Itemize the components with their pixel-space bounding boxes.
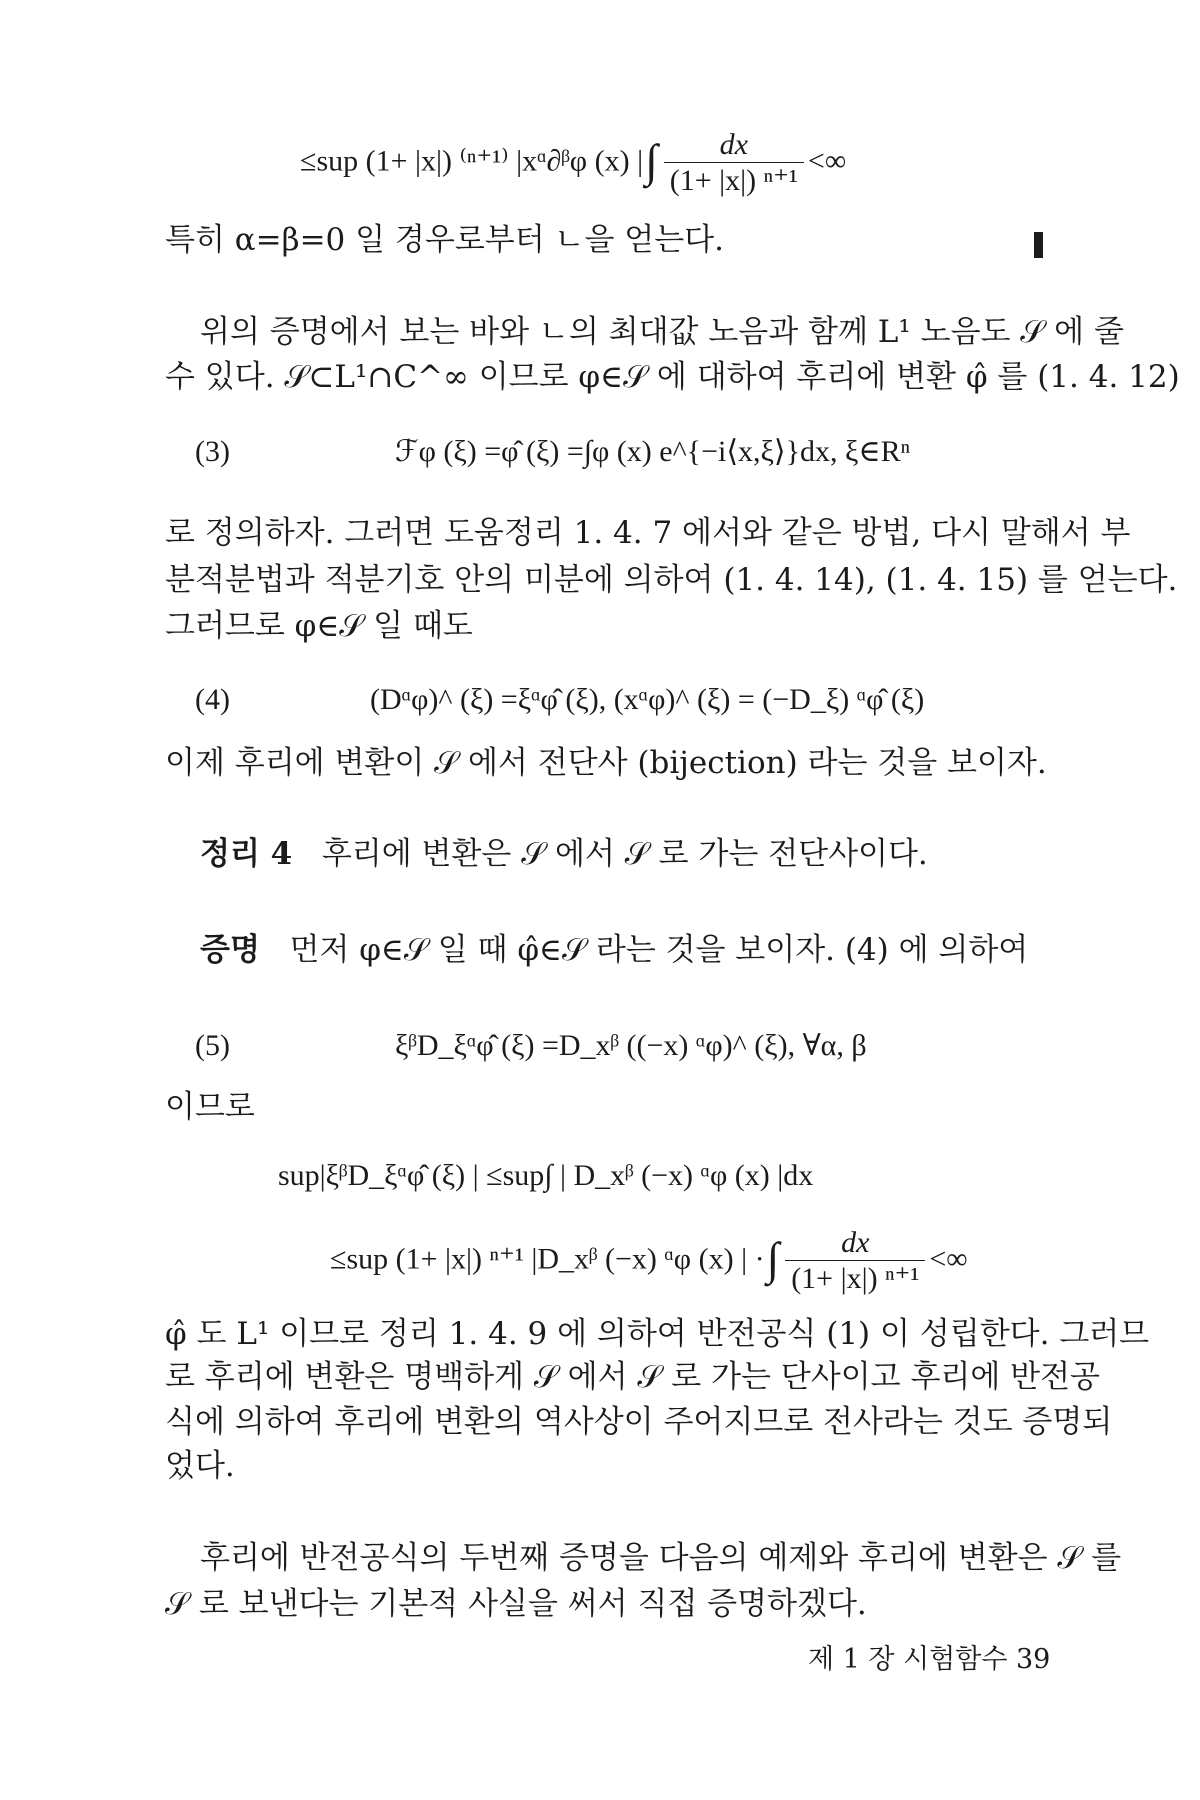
- equation-5: ξᵝD_ξᵅφ̂ (ξ) =D_xᵝ ((−x) ᵅφ)^ (ξ), ∀α, β: [395, 1029, 867, 1062]
- equation-top: [300, 128, 846, 199]
- fraction-denominator: (1+ |x|) ⁿ⁺¹: [664, 162, 804, 199]
- paragraph-line: 로 후리에 변환은 명백하게 𝒮 에서 𝒮 로 가는 단사이고 후리에 반전공: [165, 1359, 1100, 1395]
- equation-top-body: ≤sup (1+ |x|) ⁽ⁿ⁺¹⁾ |xᵅ∂ᵝφ (x) |: [300, 144, 644, 178]
- equation-top-tail: <∞: [807, 144, 847, 178]
- paragraph-line: 그러므로 φ∈𝒮 일 때도: [165, 608, 473, 644]
- fraction: [664, 128, 804, 199]
- equation-7-tail: <∞: [929, 1242, 968, 1276]
- qed-mark: [1034, 232, 1043, 258]
- equation-3: ℱφ (ξ) =φ̂ (ξ) =∫φ (x) e^{−i⟨x,ξ⟩}dx, ξ∈Rⁿ: [395, 435, 911, 468]
- equation-number: (3): [195, 435, 230, 468]
- fraction: [785, 1226, 925, 1297]
- integral-sign: ∫: [645, 135, 658, 187]
- equation-number: (5): [195, 1029, 230, 1062]
- equation-number: (4): [195, 683, 230, 716]
- paragraph-line: 위의 증명에서 보는 바와 ㄴ의 최대값 노음과 함께 L¹ 노음도 𝒮 에 줄: [200, 314, 1124, 350]
- paragraph-line: φ̂ 도 L¹ 이므로 정리 1. 4. 9 에 의하여 반전공식 (1) 이 성립한다. 그러므: [165, 1316, 1150, 1352]
- paragraph-line: 𝒮 로 보낸다는 기본적 사실을 써서 직접 증명하겠다.: [165, 1586, 867, 1622]
- text-line: 이므로: [165, 1089, 255, 1125]
- page-footer: 제 1 장 시험함수 39: [808, 1644, 1051, 1675]
- paragraph-line: 수 있다. 𝒮⊂L¹∩C^∞ 이므로 φ∈𝒮 에 대하여 후리에 변환 φ̂ 를 (1. 4. 12): [165, 359, 1180, 395]
- proof: [200, 930, 1110, 970]
- paragraph-line: 로 정의하자. 그러면 도움정리 1. 4. 7 에서와 같은 방법, 다시 말해서 부: [165, 515, 1131, 551]
- equation-6: sup|ξᵝD_ξᵅφ̂ (ξ) | ≤sup∫ | D_xᵝ (−x) ᵅφ (x) |dx: [278, 1159, 814, 1192]
- proof-text: 먼저 φ∈𝒮 일 때 φ̂∈𝒮 라는 것을 보이자. (4) 에 의하여: [289, 932, 1029, 968]
- paragraph-line: 후리에 반전공식의 두번째 증명을 다음의 예제와 후리에 변환은 𝒮 를: [200, 1540, 1122, 1576]
- fraction-numerator: dx: [841, 1226, 870, 1259]
- equation-7: [330, 1226, 968, 1297]
- theorem: [200, 834, 1110, 874]
- integral-sign: ∫: [766, 1233, 780, 1285]
- fraction-numerator: dx: [719, 128, 748, 161]
- proof-label: 증명: [200, 932, 260, 968]
- equation-7-body: ≤sup (1+ |x|) ⁿ⁺¹ |D_xᵝ (−x) ᵅφ (x) | ·: [330, 1242, 765, 1276]
- paragraph-line: 었다.: [165, 1448, 235, 1484]
- text-line: 이제 후리에 변환이 𝒮 에서 전단사 (bijection) 라는 것을 보이자.: [165, 745, 1047, 781]
- theorem-text: 후리에 변환은 𝒮 에서 𝒮 로 가는 전단사이다.: [321, 836, 928, 872]
- paragraph-line: 식에 의하여 후리에 변환의 역사상이 주어지므로 전사라는 것도 증명되: [165, 1404, 1113, 1440]
- equation-4: (Dᵅφ)^ (ξ) =ξᵅφ̂ (ξ), (xᵅφ)^ (ξ) = (−D_ξ) ᵅφ̂ (ξ): [370, 683, 925, 716]
- text-line: 특히 α=β=0 일 경우로부터 ㄴ을 얻는다.: [165, 222, 724, 258]
- fraction-denominator: (1+ |x|) ⁿ⁺¹: [785, 1260, 925, 1297]
- theorem-label: 정리 4: [200, 836, 293, 872]
- paragraph-line: 분적분법과 적분기호 안의 미분에 의하여 (1. 4. 14), (1. 4. 15) 를 얻는다.: [165, 562, 1178, 598]
